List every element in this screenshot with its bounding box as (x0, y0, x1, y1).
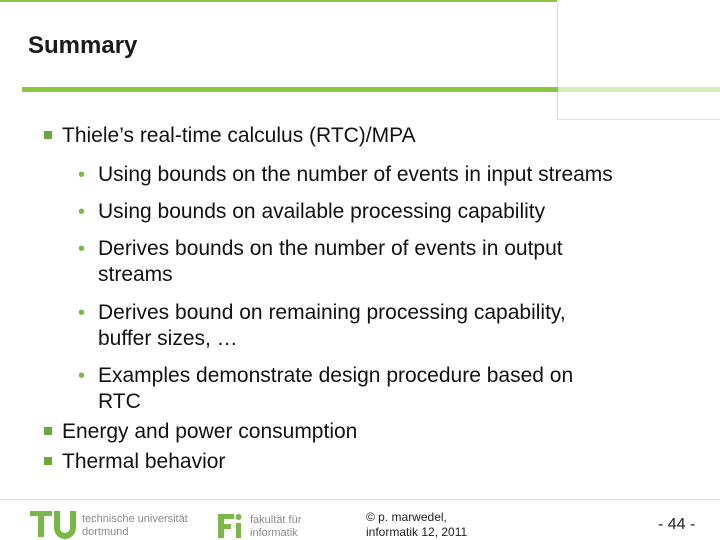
footer-divider (0, 499, 720, 500)
tu-logo-line-1: technische universität (82, 513, 188, 525)
dot-bullet-icon: • (78, 365, 86, 387)
bullet-text: Thiele’s real-time calculus (RTC)/MPA (62, 124, 416, 147)
square-bullet-icon (44, 427, 52, 435)
sub-bullet-text-continued: RTC (98, 390, 141, 413)
page-number: - 44 - (658, 516, 696, 533)
tu-logo-mark-icon (30, 511, 76, 539)
sub-bullet-item (78, 363, 698, 415)
copyright-notice (366, 510, 467, 540)
corner-decoration (557, 0, 720, 120)
slide-title: Summary (28, 32, 138, 59)
fi-logo-line-1: fakultät für (250, 514, 302, 526)
fi-logo-mark-icon (218, 514, 242, 538)
copyright-line-2: informatik 12, 2011 (366, 525, 468, 539)
fakultaet-informatik-logo (216, 510, 336, 540)
dot-bullet-icon: • (78, 164, 86, 186)
bullet-text: Energy and power consumption (62, 420, 358, 443)
square-bullet-icon (44, 457, 52, 465)
sub-bullet-text: Using bounds on the number of events in input streams (98, 163, 613, 186)
sub-bullet-text-continued: buffer sizes, … (98, 327, 238, 350)
dot-bullet-icon: • (78, 201, 86, 223)
sub-bullet-item (78, 300, 698, 352)
dot-bullet-icon: • (78, 238, 86, 260)
title-underline (22, 87, 558, 92)
bullet-text: Thermal behavior (62, 450, 226, 473)
sub-bullet-text: Examples demonstrate design procedure based on (98, 364, 574, 387)
copyright-line-1: © p. marwedel, (366, 510, 447, 524)
sub-bullet-item (78, 162, 698, 188)
dot-bullet-icon: • (78, 302, 86, 324)
fi-logo-line-2: informatik (250, 527, 298, 539)
sub-bullet-text: Derives bounds on the number of events in output (98, 237, 563, 260)
sub-bullet-item (78, 199, 698, 225)
sub-bullet-text: Derives bound on remaining processing capability, (98, 301, 566, 324)
tu-dortmund-logo (30, 508, 200, 540)
sub-bullet-text-continued: streams (98, 263, 173, 286)
title-underline-right (558, 87, 720, 92)
top-accent-line (0, 0, 557, 2)
tu-logo-line-2: dortmund (82, 526, 129, 538)
sub-bullet-item (78, 236, 698, 288)
sub-bullet-text: Using bounds on available processing capability (98, 200, 546, 223)
square-bullet-icon (44, 131, 52, 139)
